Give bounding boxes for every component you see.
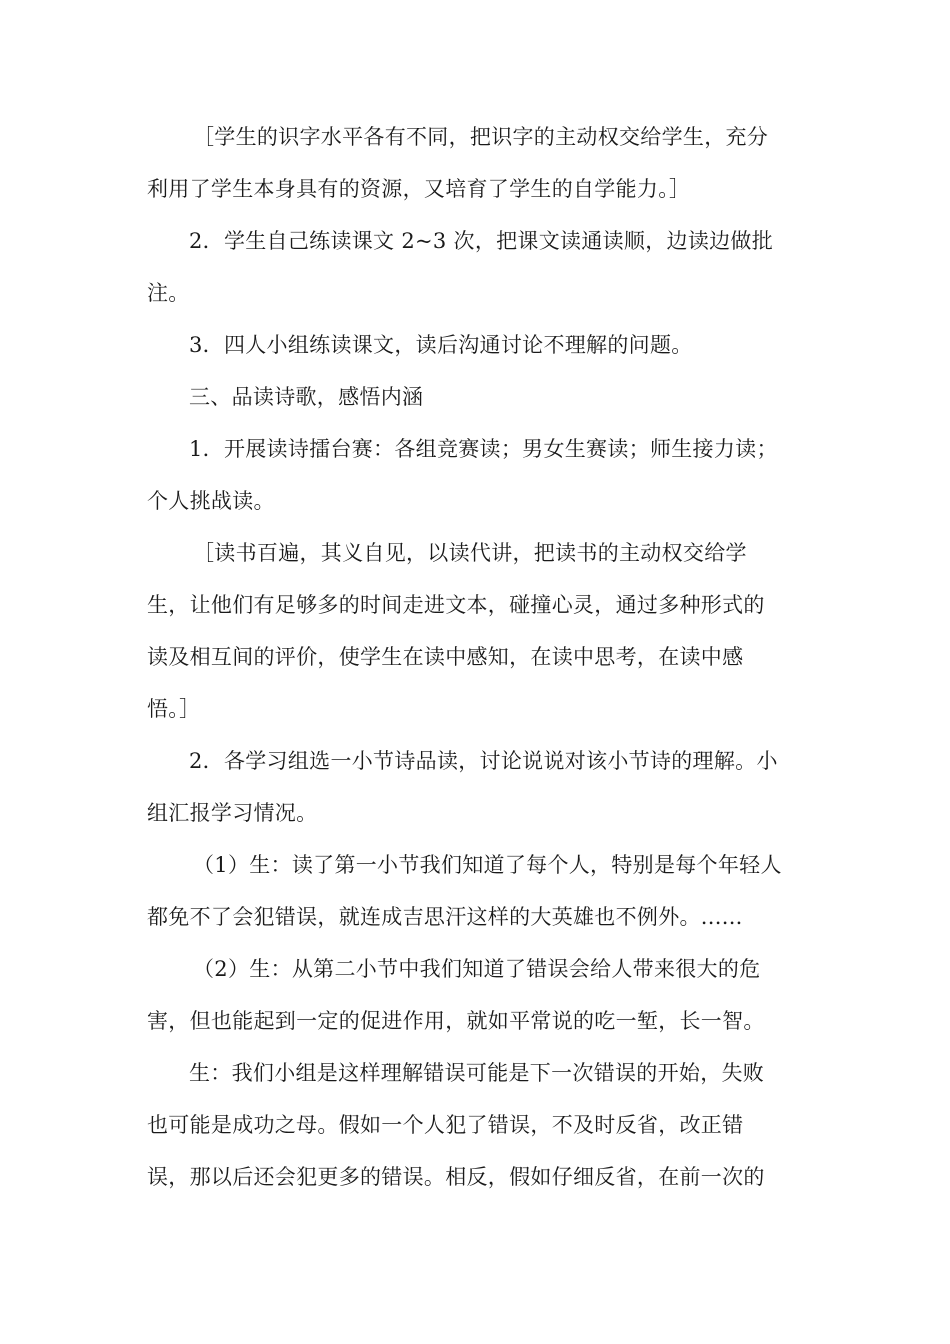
text-line: ［学生的识字水平各有不同，把识字的主动权交给学生，充分 <box>193 125 769 149</box>
text-line: （2）生：从第二小节中我们知道了错误会给人带来很大的危 <box>193 957 761 981</box>
text-line: 1．开展读诗擂台赛：各组竞赛读；男女生赛读；师生接力读； <box>189 437 778 461</box>
text-line: 都免不了会犯错误，就连成吉思汗这样的大英雄也不例外。...... <box>147 905 743 929</box>
text-line: 也可能是成功之母。假如一个人犯了错误，不及时反省，改正错 <box>147 1113 744 1137</box>
section-heading: 三、品读诗歌，感悟内涵 <box>189 385 424 409</box>
text-line: 误，那以后还会犯更多的错误。相反，假如仔细反省，在前一次的 <box>147 1165 765 1189</box>
text-line: 2．学生自己练读课文 2~3 次，把课文读通读顺，边读边做批 <box>189 229 774 253</box>
text-line: ［读书百遍，其义自见，以读代讲，把读书的主动权交给学 <box>193 541 747 565</box>
text-line: 读及相互间的评价，使学生在读中感知，在读中思考，在读中感 <box>147 645 744 669</box>
text-line: 个人挑战读。 <box>147 489 275 513</box>
text-line: 害，但也能起到一定的促进作用，就如平常说的吃一堑，长一智。 <box>147 1009 765 1033</box>
text-line: （1）生：读了第一小节我们知道了每个人，特别是每个年轻人 <box>193 853 782 877</box>
text-line: 利用了学生本身具有的资源，又培育了学生的自学能力。］ <box>147 177 691 201</box>
text-line: 3．四人小组练读课文，读后沟通讨论不理解的问题。 <box>189 333 693 357</box>
text-line: 生，让他们有足够多的时间走进文本，碰撞心灵，通过多种形式的 <box>147 593 765 617</box>
text-line: 悟。］ <box>147 697 201 721</box>
text-line: 2．各学习组选一小节诗品读，讨论说说对该小节诗的理解。小 <box>189 749 778 773</box>
text-line: 生：我们小组是这样理解错误可能是下一次错误的开始，失败 <box>189 1061 765 1085</box>
text-line: 组汇报学习情况。 <box>147 801 318 825</box>
text-line: 注。 <box>147 281 190 305</box>
